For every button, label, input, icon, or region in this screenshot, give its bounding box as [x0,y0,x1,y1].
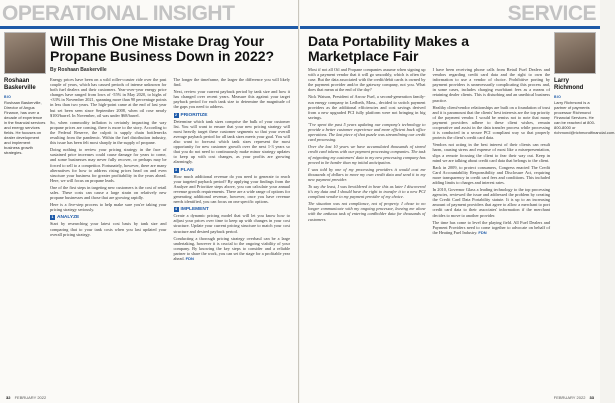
issue-date: FEBRUARY 2022 [14,395,47,400]
right-page [300,0,615,403]
paragraph: I was told by one of my processing providers it would cost me thousands of dollars to move my own credit data and send it to my new payment provider. [308,166,426,182]
paragraph: Next, review your current payback period by tank size and how it has changed over recent years. Measure this against your target payback period for each tank size to determine the magnitude of the gaps you need to address. [173,89,290,110]
author-bio: Larry Richmond is a partner of payments processor Richmond Financial Services. He can be reached at 800-800-8000 or richmond@richmondfinancial.com. [554,100,615,135]
section-number: 2 [175,112,177,117]
paragraph [433,220,551,235]
paragraph: One of the first steps in targeting new customers is the cost of retail sales. These costs can cause a large strain on relatively new propane businesses and those that are growing rapidly. [50,184,167,201]
paragraph: "I've spent the past 5 years updating our company's technology to provide a better customer experience and more efficient back office operations. The last piece of that puzzle was streamlining our credit card processing. [308,121,426,143]
section-heading-implement [174,207,291,212]
article-column-2 [433,67,551,237]
paragraph: Determine which tank sizes comprise the bulk of your customer list. You will want to ensure that your new pricing strategy will most heavily target these customer segments so that your overall average payback period for all tank sizes meets your goal. You will also want to forecast which tank sizes represent the most opportunity for new customer growth over the next 1-3 years so that you do not need to continuously make minor strategy updates to keep up with cost changes, as your profits are growing alarmingly. [173,118,290,165]
paragraph: How much additional revenue do you need to generate to reach your targeted payback period? By applying your findings from the Analyze and Prioritize steps above, you can calculate your annual revenue growth requirements. There are a wide range of options for generating additional revenue, however, once you have revenue needs identified, you can focus on one specific options. [173,173,290,205]
left-footer [6,395,46,400]
left-page [0,0,299,403]
page-number: 32 [6,395,11,400]
author-last-name: Richmond [554,85,584,91]
bio-label: BIO [554,95,562,99]
paragraph: Over the last 10 years we have accumulated thousands of stored credit card tokens with our payment processing companies. The task of migrating my customers' data to my new processing company has proved to be harder than my initial anticipation. [308,144,426,165]
issue-date: FEBRUARY 2022 [553,395,586,400]
author-sidebar [554,32,615,135]
author-headshot [4,32,46,74]
section-title: PRIORITIZE [180,112,208,118]
section-heading-plan [174,168,291,173]
article-columns [308,67,550,237]
paragraph: Start by researching your latest cost basis by tank size and comparing that to your tank costs when you last updated your overall pricing strategy. [50,221,167,237]
section-title: ANALYZE [57,215,80,221]
paragraph: Vendors not acting in the best interest of their clients can result harm, causing stress and expense of most like a misrepresentation, slips a remote focusing the client to fear their way out. Keep in mind we are talking about credit card data that belongs to the client. [432,142,550,163]
paragraph: Here is a five-step process to help make sure you're taking your pricing strategy seriously. [50,202,167,213]
section-heading-analyze [50,215,167,220]
author-sidebar [4,32,46,155]
section-kicker: OPERATIONAL INSIGHT [2,2,235,25]
paragraph: To say the least, I was bewildered to hear this as later I discovered it's my data and I should have the right to transfer it to a new PCI compliant vendor to my payment provider of my choice. [308,183,426,200]
article-left [50,34,290,263]
paragraph: In 2010, Governor Glass a leading technology to the top processing agencies, reviewed the issue and addressed the problem by creating the Credit Card Data Portability statute. It is up to an increasing amount of payment providers that agree to allow a merchant to port credit card data to their associates' information if the merchant decides to move to another provider. [432,187,550,218]
article-headline: Data Portability Makes a Marketplace Fair [308,33,470,64]
article-column-2 [174,77,291,263]
article-byline: By Roshaan Baskerville [50,67,107,73]
paragraph: Energy prices have been on a wild roller-coaster ride over the past couple of years, which has caused periods of intense unknown for both fuel dealers and their customers. Year-over-year energy price changes have ranged from lows of -55% in May 2020, to highs of +33% in November 2021, spanning more than 90 percentage points in less than two years. The high-point came at the end of last year but set been seen since September 2008, when oil rose nearly $100/barrel. In November, oil was under $68/barrel. [50,77,167,118]
paragraph: Create a dynamic pricing model that will let you know how to adjust your prices over time to keep up with changes in your cost structure. Update your current pricing structure to match your cost structure and desired payback period. [173,213,290,234]
paragraph: The situation was not compliance, not of property. I chose to no longer communicate with my ongoing processor, leaving me alone with the arduous task of entering cardholder data for thousands of customers. [308,201,426,222]
section-number: 1 [51,215,54,220]
paragraph: The longer the timeframe, the larger the difference you will likely find. [173,77,290,88]
end-mark: FDN [185,256,194,261]
section-kicker: SERVICE [507,2,596,25]
right-header-bar [300,0,600,29]
author-last-name: Baskerville [4,85,36,91]
right-footer [554,395,594,400]
paragraph: Doing nothing to review your pricing strategy in the face of sustained price increases could cause damage for years to come, and some businesses may never fully recover, or perhaps may be forced to sell to a competitor. Fortunately, however, there are many alternatives for how to address rising prices head on and even structure your business for greater profitability in the years ahead. Here, we will focus on propane leads. [50,147,167,183]
author-first-name: Larry [554,78,570,84]
author-headshot [554,32,596,74]
closing-text: The time has come to level the playing field. All Fuel Dealers and Payment Providers need to come together to advocate on behalf of the Heating Fuel Industry. [432,219,550,235]
section-number: 4 [175,207,177,212]
article-columns [50,77,290,263]
article-column-1 [308,67,426,237]
left-header-bar [0,0,298,29]
author-first-name: Roshaan [4,78,30,84]
section-title: IMPLEMENT [180,207,209,213]
paragraph [174,236,291,261]
closing-text: Conducting a thorough pricing strategy overhaul can be a large undertaking, however it is crucial to the ongoing viability of your company. By knowing the key steps to consider and a reliable partner to share the work, you can set the stage for a profitable year ahead. [173,235,290,261]
bio-label: BIO [4,95,12,99]
article-right [308,34,550,237]
section-title: PLAN [180,167,194,173]
author-bio: Roshaan Baskerville, Director of Angus Finance, has over a decade of experience in the financial services and energy services fields. He focuses on dealer development and implement business growth strategies. [4,100,46,155]
paragraph: Most if not all Oil and Propane companies assume when signing up with a payment vendor that it will go smoothly, which is often the case. But the data associated with the credit/debit cards is owned by the payment provider and/or the gateway company, not you. What does that mean at the end of the day? [308,67,426,93]
section-heading-prioritize [174,113,291,118]
article-headline: Will This One Mistake Drag Your Propane Business Down in 2022? [50,33,275,64]
paragraph: Back in 2009, to protect consumers, Congress enacted The Credit Card Accountability Responsibility and Disclosure Act, requiring more transparency in credit card fees and conditions. This included adding limits to charges and interest rates. [432,164,550,185]
paragraph: Nick Watson, President of Arrow Fuel, a second-generation family-run energy company in Ledbeth, Mass., decided to switch payment providers as the additional efficiencies and cost savings derived from a new upgraded PCI fully platform were not bringing in big savings. [308,94,426,120]
paragraph: So, when commodity inflation is certainly impacting the way propane prices are coming, there is more to the story. According to the Federal Reserve, the culprit is supply chain bottlenecks resulting from the pandemic. Within the fuel distribution industry, this issue has been felt most sharply in the supply of propane. [50,119,167,146]
section-number: 3 [175,167,177,172]
page-number: 33 [589,395,594,400]
paragraph: I have been receiving phone calls from Retail Fuel Dealers and vendors regarding credit card data and the right to own the information to use a vendor of choice. Prohibitive porting by payment providers is unnecessarily complicating this process and, in some cases, includes charging exorbitant fees as a means of retaining dealer clients. This is disturbing and an unethical business practice. [432,67,550,103]
article-column-1 [50,77,167,263]
paragraph: Healthy client/vendor relationships are built on a foundation of trust and it is paramount that the clients' best interests are the top priority of the payment vendor. I would be remiss not to note that many payment providers adhere to these client wishes, remain cooperative and assist in the data transfer process while processing it is conducted in a secure PCI compliant way so that properly protects the client's credit card data. [432,104,550,141]
end-mark: FDN [478,229,487,235]
